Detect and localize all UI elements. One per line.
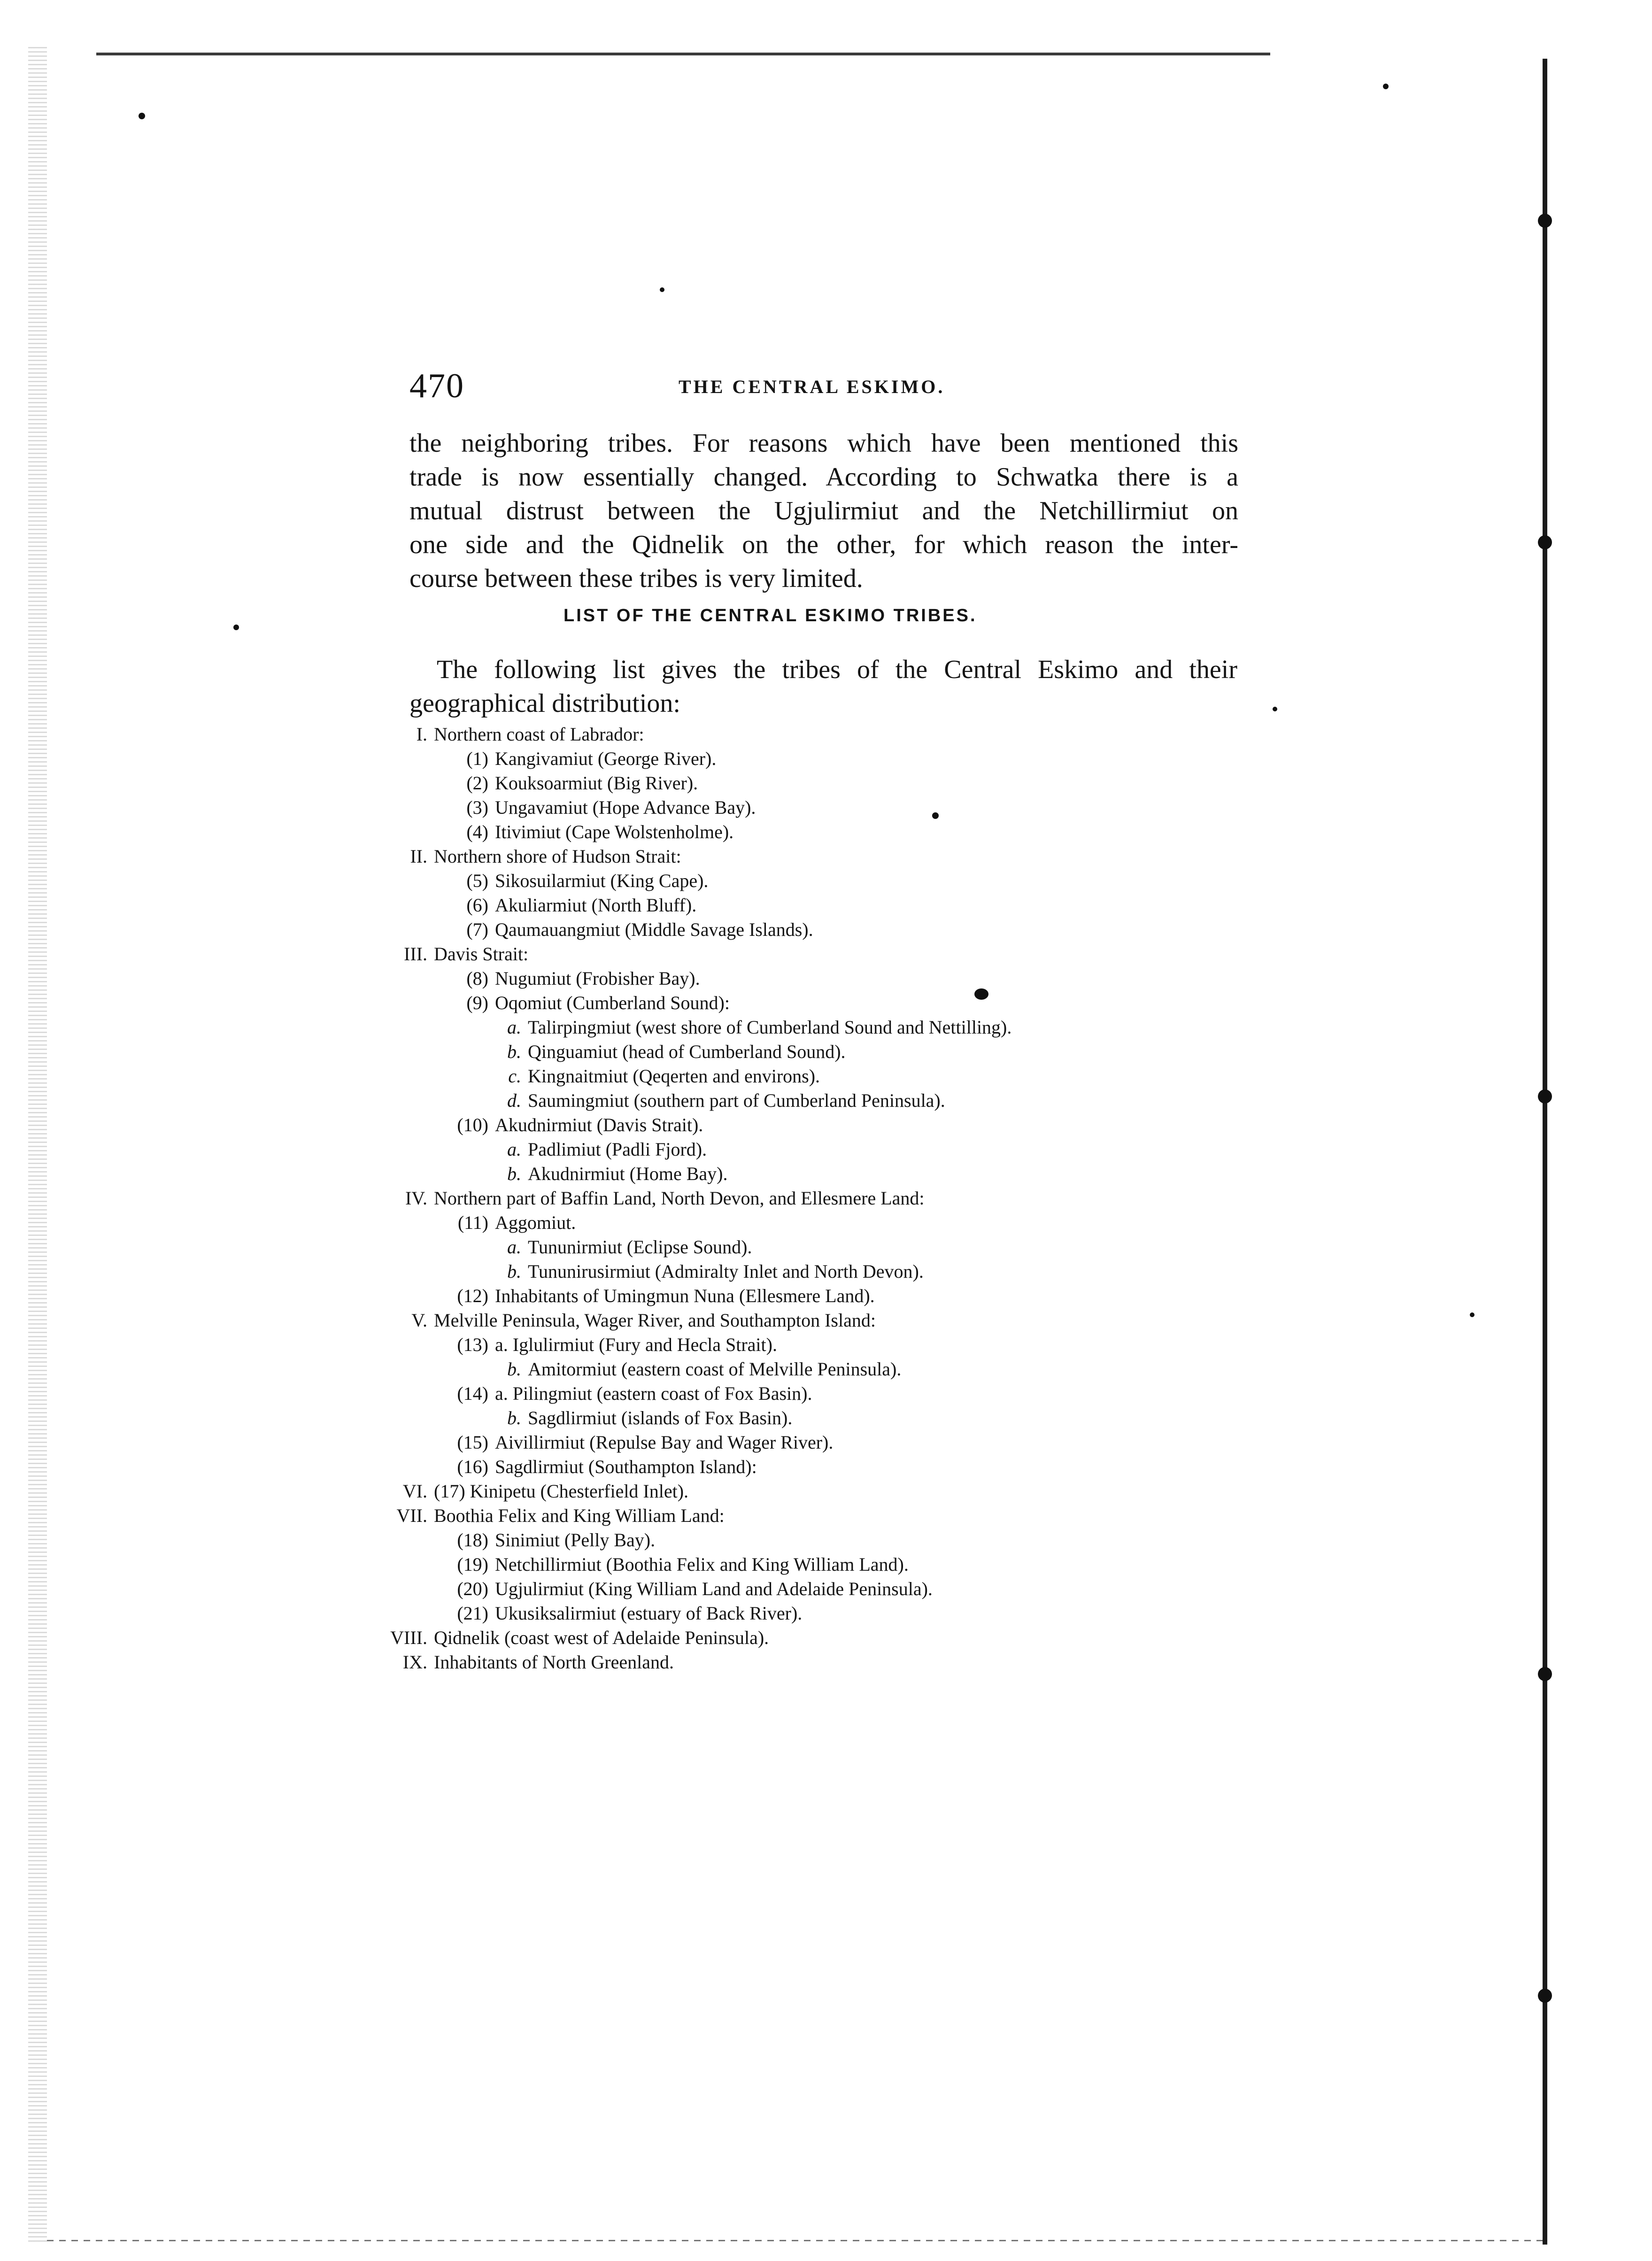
tribe-entry-text: Kingnaitmiut (Qeqerten and environs). xyxy=(528,1065,820,1087)
paragraph-line: course between these tribes is very limited. xyxy=(409,564,863,593)
tribe-entry-number: III. xyxy=(404,943,427,965)
tribe-entry-text: (17) Kinipetu (Chesterfield Inlet). xyxy=(434,1481,689,1502)
tribe-entry-text: Oqomiut (Cumberland Sound): xyxy=(495,992,730,1013)
tribe-entry-number: IX. xyxy=(402,1651,427,1673)
tribe-entry-number: (20) xyxy=(457,1578,488,1599)
tribe-entry-number: (2) xyxy=(466,772,488,794)
list-intro-line: The following list gives the tribes of the Central Eskimo and their xyxy=(437,655,1237,684)
tribe-entry-text: Nugumiut (Frobisher Bay). xyxy=(495,968,700,989)
paragraph-line: the neighboring tribes. For reasons which have been mentioned this xyxy=(409,429,1238,458)
tribe-entry-text: Northern shore of Hudson Strait: xyxy=(434,846,681,867)
tribe-entry xyxy=(437,1333,777,1357)
tribe-entry xyxy=(437,991,730,1015)
tribe-entry xyxy=(437,869,708,893)
binding-bar xyxy=(1543,59,1547,2245)
tribe-entry xyxy=(437,1113,703,1137)
tribe-entry-text: Aggomiut. xyxy=(495,1212,576,1233)
tribe-entry-number: (12) xyxy=(457,1285,488,1306)
tribe-entry xyxy=(437,1284,875,1308)
tribe-entry xyxy=(437,966,700,991)
tribe-entry-text: Aivillirmiut (Repulse Bay and Wager River). xyxy=(495,1432,834,1453)
tribe-entry-number: a. xyxy=(507,1017,521,1038)
ink-speck xyxy=(974,988,988,1000)
tribe-entry xyxy=(493,1064,820,1088)
tribe-entry-text: Qinguamiut (head of Cumberland Sound). xyxy=(528,1041,846,1062)
tribe-entry xyxy=(493,1040,846,1064)
list-intro-line: geographical distribution: xyxy=(409,689,680,718)
tribe-entry-number: c. xyxy=(508,1065,521,1087)
tribe-entry-number: I. xyxy=(416,724,427,745)
tribe-entry-number: (1) xyxy=(466,748,488,769)
tribe-entry xyxy=(493,1357,901,1381)
tribe-entry-number: (5) xyxy=(466,870,488,891)
tribe-entry xyxy=(357,1186,925,1211)
tribe-entry-number: (9) xyxy=(466,992,488,1013)
paragraph-line: one side and the Qidnelik on the other, for which reason the inter- xyxy=(409,530,1238,559)
tribe-entry xyxy=(357,1479,688,1504)
tribe-entry-number: VI. xyxy=(402,1481,427,1502)
tribe-entry-text: Akudnirmiut (Davis Strait). xyxy=(495,1114,703,1135)
ink-speck xyxy=(660,287,664,292)
tribe-entry-number: (13) xyxy=(457,1334,488,1355)
tribe-entry-number: (15) xyxy=(457,1432,488,1453)
ink-speck xyxy=(1273,707,1277,711)
tribe-entry-text: Padlimiut (Padli Fjord). xyxy=(528,1139,707,1160)
binding-mark xyxy=(1538,1989,1552,2003)
tribe-entry-text: a. Pilingmiut (eastern coast of Fox Basin). xyxy=(495,1383,812,1404)
tribe-entry xyxy=(437,1211,576,1235)
tribe-entry-number: (18) xyxy=(457,1529,488,1551)
tribe-entry xyxy=(357,1650,674,1675)
tribe-entry-text: Kangivamiut (George River). xyxy=(495,748,717,769)
tribe-entry xyxy=(357,1626,769,1650)
tribe-entry-text: Boothia Felix and King William Land: xyxy=(434,1505,725,1526)
ink-speck xyxy=(139,113,145,119)
tribe-entry-text: Talirpingmiut (west shore of Cumberland Sound and Nettilling). xyxy=(528,1017,1012,1038)
tribe-entry xyxy=(357,1504,725,1528)
tribe-entry xyxy=(493,1406,792,1430)
tribe-entry xyxy=(437,1528,655,1552)
tribe-entry xyxy=(357,844,681,869)
tribe-entry xyxy=(437,1552,909,1577)
tribe-entry xyxy=(437,1455,757,1479)
tribe-entry xyxy=(437,747,716,771)
binding-mark xyxy=(1538,1089,1552,1103)
tribe-entry-text: Tununirusirmiut (Admiralty Inlet and North Devon). xyxy=(528,1261,924,1282)
running-head: THE CENTRAL ESKIMO. xyxy=(679,376,945,397)
tribe-entry-text: Sinimiut (Pelly Bay). xyxy=(495,1529,656,1551)
tribe-entry-text: a. Iglulirmiut (Fury and Hecla Strait). xyxy=(495,1334,777,1355)
tribe-entry xyxy=(437,918,813,942)
tribe-entry-number: (7) xyxy=(466,919,488,940)
binding-mark xyxy=(1538,535,1552,549)
tribe-entry-number: V. xyxy=(411,1310,427,1331)
tribe-entry-text: Ungavamiut (Hope Advance Bay). xyxy=(495,797,756,818)
tribe-entry-text: Sagdlirmiut (islands of Fox Basin). xyxy=(528,1407,793,1428)
tribe-entry xyxy=(493,1015,1011,1040)
tribe-entry-text: Itivimiut (Cape Wolstenholme). xyxy=(495,821,734,842)
section-heading: LIST OF THE CENTRAL ESKIMO TRIBES. xyxy=(564,606,977,625)
ink-speck xyxy=(1470,1312,1474,1317)
tribe-entry-text: Ukusiksalirmiut (estuary of Back River). xyxy=(495,1603,803,1624)
tribe-entry-number: b. xyxy=(507,1261,521,1282)
tribe-entry xyxy=(493,1137,707,1162)
tribe-entry xyxy=(357,1308,876,1333)
tribe-entry-number: II. xyxy=(410,846,427,867)
tribe-entry-number: b. xyxy=(507,1407,521,1428)
tribe-entry-number: (11) xyxy=(457,1212,488,1233)
tribe-entry-text: Saumingmiut (southern part of Cumberland Peninsula). xyxy=(528,1090,945,1111)
tribe-entry-text: Inhabitants of Umingmun Nuna (Ellesmere Land). xyxy=(495,1285,875,1306)
tribe-entry-number: (16) xyxy=(457,1456,488,1477)
tribe-entry xyxy=(493,1235,752,1259)
tribe-entry-text: Qaumauangmiut (Middle Savage Islands). xyxy=(495,919,813,940)
tribe-entry-text: Davis Strait: xyxy=(434,943,529,965)
tribe-entry-text: Inhabitants of North Greenland. xyxy=(434,1651,674,1673)
tribe-entry xyxy=(437,795,756,820)
tribe-entry xyxy=(437,1381,812,1406)
page-number: 470 xyxy=(409,367,464,405)
scan-edge-shadow xyxy=(28,47,47,2245)
tribe-entry-number: d. xyxy=(507,1090,521,1111)
tribe-entry-number: VIII. xyxy=(390,1627,427,1648)
binding-mark xyxy=(1538,1667,1552,1681)
scan-top-rule xyxy=(96,53,1270,55)
tribe-entry-number: b. xyxy=(507,1358,521,1380)
tribe-entry xyxy=(437,771,698,795)
tribe-entry-text: Sikosuilarmiut (King Cape). xyxy=(495,870,709,891)
tribe-entry-text: Amitormiut (eastern coast of Melville Peninsula). xyxy=(528,1358,902,1380)
tribe-entry xyxy=(437,1430,833,1455)
tribe-entry xyxy=(357,722,644,747)
tribe-entry-number: (21) xyxy=(457,1603,488,1624)
tribe-entry-number: VII. xyxy=(396,1505,427,1526)
tribe-entry xyxy=(357,942,528,966)
tribe-entry-text: Northern part of Baffin Land, North Devon, and Ellesmere Land: xyxy=(434,1188,925,1209)
ink-speck xyxy=(233,625,239,630)
tribe-entry-number: IV. xyxy=(405,1188,427,1209)
tribe-entry-text: Akudnirmiut (Home Bay). xyxy=(528,1163,728,1184)
tribe-entry-text: Melville Peninsula, Wager River, and Southampton Island: xyxy=(434,1310,876,1331)
tribe-entry xyxy=(437,820,733,844)
tribe-entry-number: b. xyxy=(507,1163,521,1184)
tribe-entry-text: Sagdlirmiut (Southampton Island): xyxy=(495,1456,757,1477)
tribe-entry-number: (19) xyxy=(457,1554,488,1575)
tribe-entry xyxy=(437,1601,802,1626)
tribe-entry-text: Netchillirmiut (Boothia Felix and King William Land). xyxy=(495,1554,909,1575)
tribe-entry xyxy=(493,1088,945,1113)
tribe-entry xyxy=(493,1259,924,1284)
tribe-entry-number: b. xyxy=(507,1041,521,1062)
tribe-entry xyxy=(437,1577,933,1601)
tribe-entry-text: Qidnelik (coast west of Adelaide Peninsula). xyxy=(434,1627,769,1648)
tribe-entry-number: (4) xyxy=(466,821,488,842)
tribe-entry-number: (8) xyxy=(466,968,488,989)
tribe-entry xyxy=(493,1162,728,1186)
ink-speck xyxy=(932,812,939,819)
tribe-entry-text: Kouksoarmiut (Big River). xyxy=(495,772,698,794)
tribe-entry-text: Northern coast of Labrador: xyxy=(434,724,644,745)
tribe-entry-number: (14) xyxy=(457,1383,488,1404)
tribe-entry-number: a. xyxy=(507,1139,521,1160)
tribe-entry-text: Tununirmiut (Eclipse Sound). xyxy=(528,1236,752,1258)
paragraph-line: trade is now essentially changed. According to Schwatka there is a xyxy=(409,463,1238,492)
paragraph-line: mutual distrust between the Ugjulirmiut and the Netchillirmiut on xyxy=(409,496,1238,525)
ink-speck xyxy=(1383,84,1389,89)
tribe-entry-number: a. xyxy=(507,1236,521,1258)
tribe-entry-number: (6) xyxy=(466,895,488,916)
tribe-entry-number: (3) xyxy=(466,797,488,818)
binding-mark xyxy=(1538,214,1552,228)
tribe-entry-text: Akuliarmiut (North Bluff). xyxy=(495,895,697,916)
tribe-entry-text: Ugjulirmiut (King William Land and Adelaide Peninsula). xyxy=(495,1578,933,1599)
scan-bottom-rule xyxy=(47,2240,1545,2241)
tribe-entry xyxy=(437,893,696,918)
tribe-entry-number: (10) xyxy=(457,1114,488,1135)
